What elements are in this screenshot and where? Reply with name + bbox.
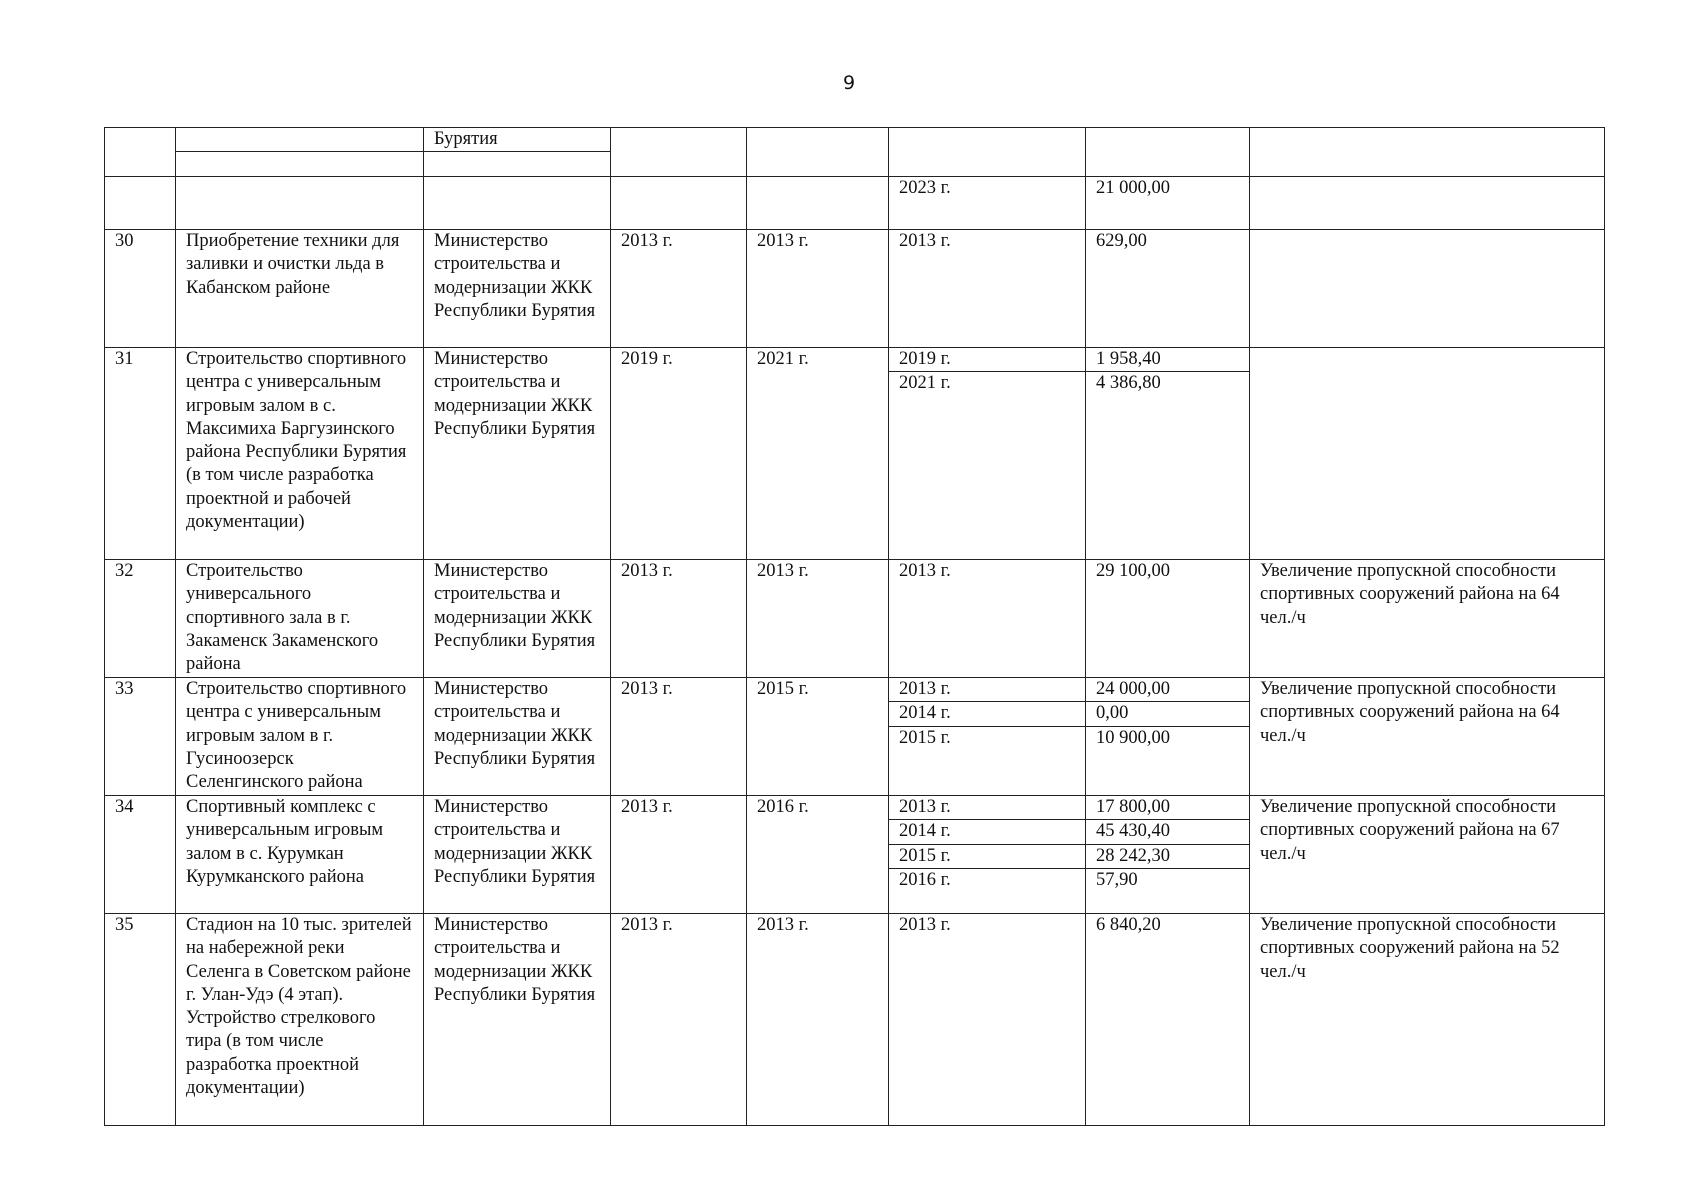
funding-amount: 10 900,00: [1096, 727, 1170, 748]
table-row: [105, 230, 1605, 348]
executor: Министерство строительства и модернизации ЖКК Республики Бурятия: [424, 796, 611, 914]
start-year: 2013 г.: [611, 678, 747, 796]
funding-year: 2021 г.: [899, 373, 951, 394]
end-year: 2013 г.: [747, 560, 889, 678]
funding-amounts-cell: [1086, 678, 1250, 796]
table-row: [105, 914, 1605, 1126]
name-cell: [176, 177, 424, 230]
row-number: 30: [105, 230, 176, 348]
funding-years-cell: [889, 230, 1086, 348]
funding-amount: 29 100,00: [1096, 561, 1170, 581]
funding-years-cell: [889, 914, 1086, 1126]
page-number: 9: [842, 72, 856, 94]
funding-year: 2015 г.: [899, 727, 951, 748]
expected-result: Увеличение пропускной способности спортивных сооружений района на 67 чел./ч: [1250, 796, 1605, 914]
executor: Министерство строительства и модернизации ЖКК Республики Бурятия: [424, 230, 611, 348]
expected-result: [1250, 230, 1605, 348]
num-cell: [105, 177, 176, 230]
start-year: 2013 г.: [611, 914, 747, 1126]
executor: Министерство строительства и модернизации ЖКК Республики Бурятия: [424, 348, 611, 560]
funding-year: 2019 г.: [889, 348, 1085, 372]
funding-amounts-cell: [1086, 230, 1250, 348]
end-year: 2013 г.: [747, 230, 889, 348]
funding-amounts-cell: [1086, 348, 1250, 560]
funding-year: 2013 г.: [889, 796, 1085, 820]
start-year: 2013 г.: [611, 796, 747, 914]
funding-year: 2016 г.: [899, 869, 951, 890]
executor: Министерство строительства и модернизации ЖКК Республики Бурятия: [424, 560, 611, 678]
start-year: 2013 г.: [611, 560, 747, 678]
name-cell: [176, 128, 424, 177]
funding-years-cell: [889, 678, 1086, 796]
end-year: 2021 г.: [747, 348, 889, 560]
funding-years-cell: [889, 796, 1086, 914]
funding-year: 2013 г.: [899, 915, 951, 935]
result-cell: [1250, 177, 1605, 230]
funding-year: 2014 г.: [889, 820, 1085, 844]
executor-cell: [424, 128, 611, 177]
year-cell: [889, 128, 1086, 177]
funding-amount: 45 430,40: [1086, 820, 1249, 844]
funding-years-cell: [889, 348, 1086, 560]
funding-amount: 24 000,00: [1086, 678, 1249, 702]
start-cell: [611, 177, 747, 230]
funding-year: 2015 г.: [889, 844, 1085, 868]
result-cell: [1250, 128, 1605, 177]
funding-year: 2014 г.: [889, 702, 1085, 726]
row-number: 35: [105, 914, 176, 1126]
activity-name: Строительство спортивного центра с универсальным игровым залом в с. Максимиха Баргузинского района Республики Бурятия (в том числе разработка проектной и рабочей документации): [176, 348, 424, 560]
end-cell: [747, 128, 889, 177]
carry-over-row-top: [105, 128, 1605, 177]
funding-amount: 629,00: [1096, 231, 1147, 251]
funding-amount: 21 000,00: [1086, 177, 1250, 230]
executor: Министерство строительства и модернизации ЖКК Республики Бурятия: [424, 914, 611, 1126]
activity-name: Спортивный комплекс с универсальным игровым залом в с. Курумкан Курумканского района: [176, 796, 424, 914]
activity-name: Строительство спортивного центра с универсальным игровым залом в г. Гусиноозерск Селенгинского района: [176, 678, 424, 796]
start-cell: [611, 128, 747, 177]
funding-amount: 4 386,80: [1096, 373, 1161, 394]
funding-amount: 0,00: [1086, 702, 1249, 726]
funding-amounts-cell: [1086, 796, 1250, 914]
funding-amount: 6 840,20: [1096, 915, 1161, 935]
expected-result: Увеличение пропускной способности спортивных сооружений района на 52 чел./ч: [1250, 914, 1605, 1126]
table-row: [105, 796, 1605, 914]
row-number: 33: [105, 678, 176, 796]
funding-year: 2013 г.: [899, 561, 951, 581]
executor-tail: Бурятия: [424, 128, 610, 152]
table-body: [105, 128, 1605, 1126]
amount-cell: [1086, 128, 1250, 177]
executor: Министерство строительства и модернизации ЖКК Республики Бурятия: [424, 678, 611, 796]
end-year: 2015 г.: [747, 678, 889, 796]
carry-over-row: [105, 177, 1605, 230]
table-row: [105, 348, 1605, 560]
executor-cell: [424, 177, 611, 230]
funding-amount: 17 800,00: [1086, 796, 1249, 820]
start-year: 2013 г.: [611, 230, 747, 348]
activity-name: Приобретение техники для заливки и очистки льда в Кабанском районе: [176, 230, 424, 348]
funding-years-cell: [889, 560, 1086, 678]
end-cell: [747, 177, 889, 230]
row-number: 34: [105, 796, 176, 914]
funding-amounts-cell: [1086, 560, 1250, 678]
program-table: [104, 127, 1605, 1126]
funding-amount: 57,90: [1096, 869, 1138, 890]
expected-result: [1250, 348, 1605, 560]
expected-result: Увеличение пропускной способности спортивных сооружений района на 64 чел./ч: [1250, 560, 1605, 678]
end-year: 2013 г.: [747, 914, 889, 1126]
funding-year: 2013 г.: [899, 231, 951, 251]
row-number: 31: [105, 348, 176, 560]
activity-name: Строительство универсального спортивного зала в г. Закаменск Закаменского района: [176, 560, 424, 678]
funding-year: 2013 г.: [889, 678, 1085, 702]
table-row: [105, 678, 1605, 796]
num-cell: [105, 128, 176, 177]
funding-amounts-cell: [1086, 914, 1250, 1126]
funding-year: 2023 г.: [889, 177, 1086, 230]
end-year: 2016 г.: [747, 796, 889, 914]
funding-amount: 1 958,40: [1086, 348, 1249, 372]
table-row: [105, 560, 1605, 678]
start-year: 2019 г.: [611, 348, 747, 560]
expected-result: Увеличение пропускной способности спортивных сооружений района на 64 чел./ч: [1250, 678, 1605, 796]
activity-name: Стадион на 10 тыс. зрителей на набережной реки Селенга в Советском районе г. Улан-Удэ (4 этап). Устройство стрелкового тира (в том числе разработка проектной документации): [176, 914, 424, 1126]
row-number: 32: [105, 560, 176, 678]
funding-amount: 28 242,30: [1086, 844, 1249, 868]
